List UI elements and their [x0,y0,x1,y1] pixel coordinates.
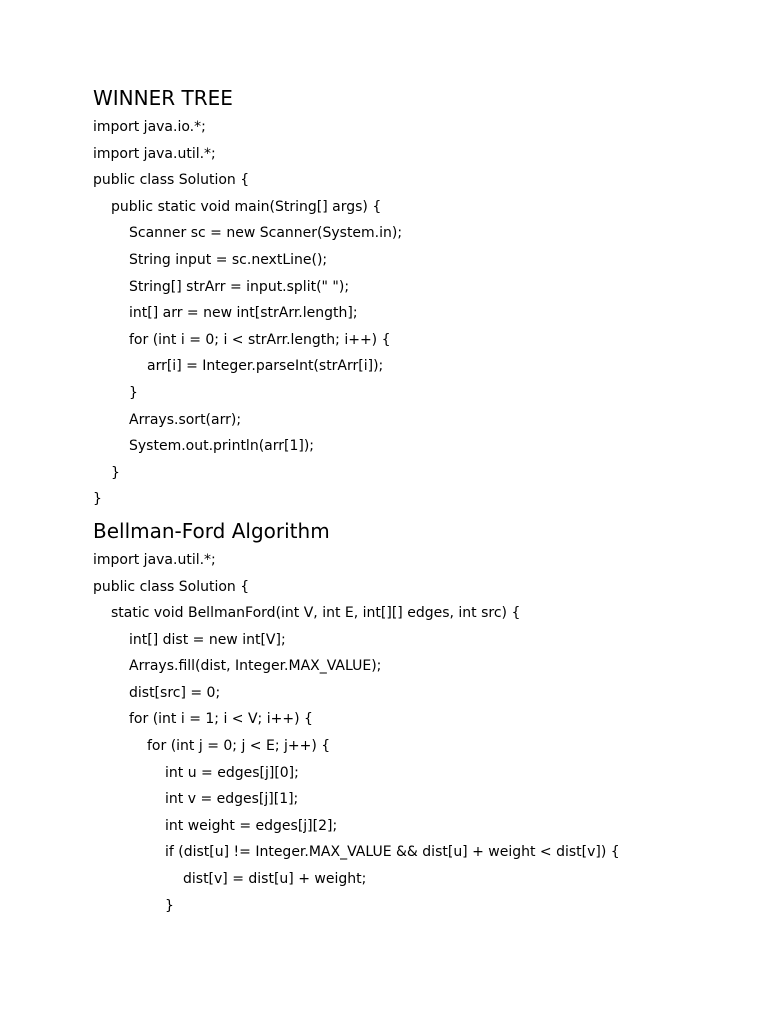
code-line: } [165,897,174,914]
code-line: } [93,491,102,508]
section-title: Bellman-Ford Algorithm [93,518,330,543]
code-line: import java.util.*; [93,551,216,568]
code-line: public static void main(String[] args) { [111,198,382,215]
code-line: for (int i = 1; i < V; i++) { [129,711,313,728]
code-line: if (dist[u] != Integer.MAX_VALUE && dist[u] + weight < dist[v]) { [165,844,620,861]
code-line: int[] arr = new int[strArr.length]; [129,305,358,322]
code-line: Arrays.fill(dist, Integer.MAX_VALUE); [129,658,382,675]
code-line: Scanner sc = new Scanner(System.in); [129,225,403,242]
code-line: import java.io.*; [93,119,206,135]
code-block [93,547,733,919]
document-page [93,84,733,919]
code-line: String input = sc.nextLine(); [129,251,328,268]
code-line: static void BellmanFord(int V, int E, int[][] edges, int src) { [111,605,521,622]
code-block [93,114,733,513]
code-line: } [129,384,138,401]
code-line: int[] dist = new int[V]; [129,631,286,648]
section-bellman-ford [93,517,733,919]
code-line: String[] strArr = input.split(" "); [129,278,350,295]
code-line: dist[v] = dist[u] + weight; [183,871,367,888]
code-line: for (int i = 0; i < strArr.length; i++) { [129,331,391,348]
code-line: public class Solution { [93,172,250,189]
code-line: dist[src] = 0; [129,684,221,701]
code-line: } [111,464,120,481]
code-line: System.out.println(arr[1]); [129,438,315,455]
code-line: import java.util.*; [93,145,216,162]
code-line: int u = edges[j][0]; [165,764,299,781]
code-line: public class Solution { [93,578,250,595]
code-line: for (int j = 0; j < E; j++) { [147,738,331,755]
code-line: Arrays.sort(arr); [129,411,242,428]
section-title: WINNER TREE [93,86,233,110]
code-line: arr[i] = Integer.parseInt(strArr[i]); [147,358,384,375]
code-line: int v = edges[j][1]; [165,791,299,808]
section-winner-tree [93,84,733,513]
code-line: int weight = edges[j][2]; [165,817,338,834]
